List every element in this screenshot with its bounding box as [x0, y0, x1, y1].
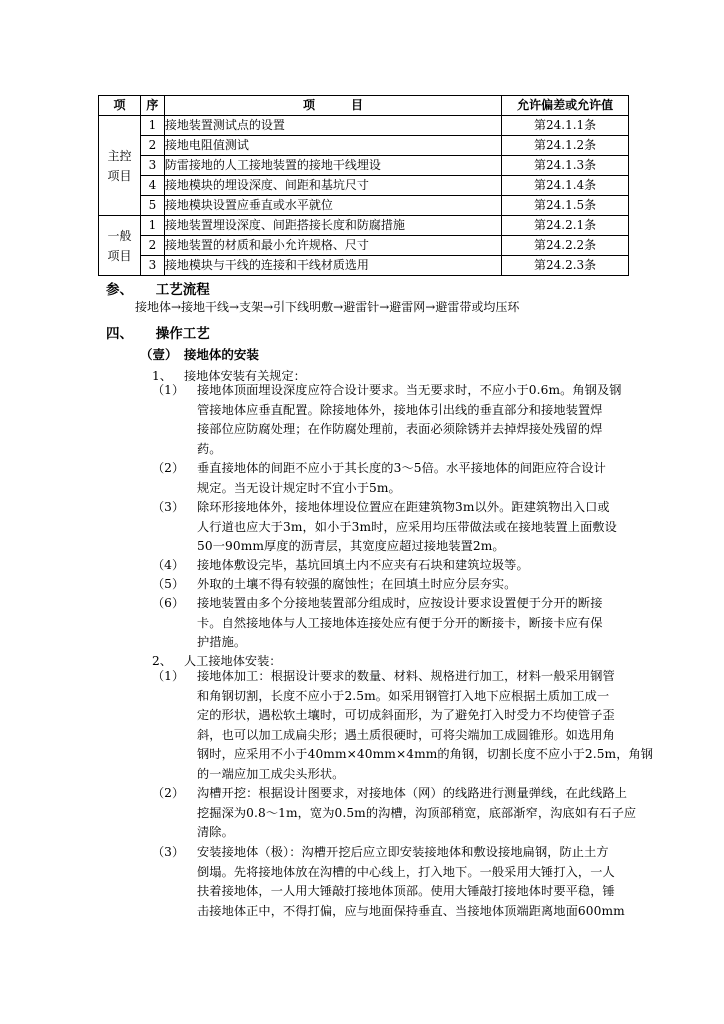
group-label: [99, 216, 141, 276]
header-category: 项: [99, 96, 141, 116]
item-text-line: 人行道也应大于3m，如小于3m时，应采用均压带做法或在接地装置上面敷设: [197, 519, 617, 534]
row-number: 1: [140, 116, 164, 136]
item-text-line: 接地体加工：根据设计要求的数量、材料、规格进行加工，材料一般采用钢管: [197, 669, 615, 683]
item-text-line: 接地体敷设完毕，基坑回填土内不应夹有石块和建筑垃圾等。: [197, 558, 529, 572]
para-1-title: 接地体安装有关规定：: [184, 369, 306, 383]
group-label: [99, 116, 141, 216]
header-item: 项 目: [164, 96, 501, 116]
row-number: 3: [140, 256, 164, 276]
item-text-line: 规定。当无设计规定时不宜小于5m。: [197, 480, 401, 495]
table-row: [99, 196, 629, 216]
item-number: （3）: [152, 845, 185, 859]
item-text-line: 沟槽开挖：根据设计图要求，对接地体（网）的线路进行测量弹线，在此线路上: [197, 786, 628, 800]
group-label-line: 项目: [107, 168, 132, 183]
item-text-line: 扶着接地体，一人用大锤敲打接地体顶部。使用大锤敲打接地体时要平稳，锤: [197, 884, 615, 898]
item-text-line: 外取的土壤不得有较强的腐蚀性；在回填土时应分层夯实。: [197, 577, 517, 591]
subsection-1-number: （壹）: [140, 347, 178, 362]
item-text-line: 定的形状，遇松软土壤时，可切成斜面形，为了避免打入时受力不均使管子歪: [197, 708, 615, 722]
row-item: 接地电阻值测试: [164, 136, 501, 156]
row-item: 接地装置埋设深度、间距搭接长度和防腐措施: [164, 216, 501, 236]
table-row: [99, 136, 629, 156]
row-tolerance: 第24.2.2条: [502, 236, 629, 256]
section-4-heading: [106, 322, 210, 342]
row-item: 接地装置测试点的设置: [164, 116, 501, 136]
row-item: 接地模块的埋设深度、间距和基坑尺寸: [164, 176, 501, 196]
para-2-number: 2、: [152, 654, 172, 668]
item-text-line: 挖掘深为0.8～1m，宽为0.5m的沟槽，沟顶部稍宽，底部渐窄，沟底如有石子应: [197, 805, 637, 820]
item-text-line: 卡。自然接地体与人工接地体连接处应有便于分开的断接卡，断接卡应有保: [197, 615, 603, 630]
item-text-line: 和角钢切割，长度不应小于2.5m。如采用钢管打入地下应根据土质加工成一: [197, 688, 610, 703]
item-text-line: 药。: [197, 441, 222, 456]
item-text-line: 倒塌。先将接地体放在沟槽的中心线上，打入地下。一般采用大锤打入，一人: [197, 864, 615, 879]
row-tolerance: 第24.2.3条: [502, 256, 629, 276]
item-text-line: 管接地体应垂直配置。除接地体外，接地体引出线的垂直部分和接地装置焊: [197, 402, 603, 417]
row-number: 5: [140, 196, 164, 216]
row-item: 接地模块设置应垂直或水平就位: [164, 196, 501, 216]
item-number: （1）: [152, 669, 185, 683]
para-1-number: 1、: [152, 369, 172, 383]
row-tolerance: 第24.2.1条: [502, 216, 629, 236]
row-tolerance: 第24.1.5条: [502, 196, 629, 216]
section-3-heading: [106, 278, 210, 298]
item-number: （2）: [152, 461, 185, 475]
section-4-number: 四、: [106, 326, 133, 342]
subsection-1-title: 接地体的安装: [183, 347, 259, 362]
row-number: 3: [140, 156, 164, 176]
item-text-line: 钢时，应采用不小于40mm×40mm×4mm的角钢，切割长度不应小于2.5m，角钢: [197, 747, 654, 761]
row-number: 2: [140, 236, 164, 256]
group-label-line: 主控: [107, 148, 132, 163]
para-2-title: 人工接地体安装：: [184, 654, 282, 668]
acceptance-table: [98, 95, 629, 276]
item-number: （4）: [152, 558, 185, 572]
section-3-title: 工艺流程: [155, 282, 210, 298]
row-tolerance: 第24.1.2条: [502, 136, 629, 156]
group-label-line: 项目: [107, 248, 132, 263]
item-number: （2）: [152, 786, 185, 800]
table-row: [99, 176, 629, 196]
table-row: [99, 116, 629, 136]
table-row: [99, 256, 629, 276]
item-text-line: 的一端应加工成尖头形状。: [197, 766, 345, 781]
item-text-line: 除环形接地体外，接地体埋设位置应在距建筑物3m以外。距建筑物出入口或: [197, 500, 610, 514]
item-text-line: 清除。: [197, 825, 234, 839]
row-item: 接地模块与干线的连接和干线材质选用: [164, 256, 501, 276]
row-number: 4: [140, 176, 164, 196]
section-4-title: 操作工艺: [155, 326, 210, 342]
item-text-line: 接部位应防腐处理；在作防腐处理前，表面必须除锈并去掉焊接处残留的焊: [197, 422, 603, 436]
row-item: 接地装置的材质和最小允许规格、尺寸: [164, 236, 501, 256]
item-text-line: 50一90mm厚度的沥青层，其宽度应超过接地装置2m。: [197, 539, 505, 553]
process-flow: 接地体→接地干线→支架→引下线明敷→避雷针→避雷网→避雷带或均压环: [135, 300, 520, 314]
item-number: （3）: [152, 500, 185, 514]
item-number: （1）: [152, 383, 185, 397]
header-tolerance: 允许偏差或允许值: [502, 96, 629, 116]
item-text-line: 击接地体正中，不得打偏，应与地面保持垂直、当接地体顶端距离地面600mm: [197, 903, 625, 918]
item-text-line: 斜，也可以加工成扁尖形；遇土质很硬时，可将尖端加工成圆锥形。如选用角: [197, 727, 615, 742]
table-row: [99, 236, 629, 256]
item-text-line: 垂直接地体的间距不应小于其长度的3～5倍。水平接地体的间距应符合设计: [197, 461, 606, 475]
row-tolerance: 第24.1.1条: [502, 116, 629, 136]
row-tolerance: 第24.1.3条: [502, 156, 629, 176]
group-label-line: 一般: [107, 228, 132, 243]
row-item: 防雷接地的人工接地装置的接地干线埋设: [164, 156, 501, 176]
item-number: （5）: [152, 577, 185, 591]
row-number: 1: [140, 216, 164, 236]
row-tolerance: 第24.1.4条: [502, 176, 629, 196]
table-row: [99, 216, 629, 236]
item-number: （6）: [152, 596, 185, 610]
table-header-row: [99, 96, 629, 116]
section-3-number: 参、: [106, 282, 133, 298]
table-row: [99, 156, 629, 176]
row-number: 2: [140, 136, 164, 156]
item-text-line: 接地体顶面埋设深度应符合设计要求。当无要求时，不应小于0.6m。角钢及钢: [197, 383, 622, 397]
item-text-line: 安装接地体（极）：沟槽开挖后应立即安装接地体和敷设接地扁钢，防止土方: [197, 845, 609, 859]
header-no: 序: [140, 96, 164, 116]
subsection-1-heading: [140, 345, 259, 363]
item-text-line: 接地装置由多个分接地装置部分组成时，应按设计要求设置便于分开的断接: [197, 596, 603, 610]
item-text-line: 护措施。: [197, 635, 247, 649]
